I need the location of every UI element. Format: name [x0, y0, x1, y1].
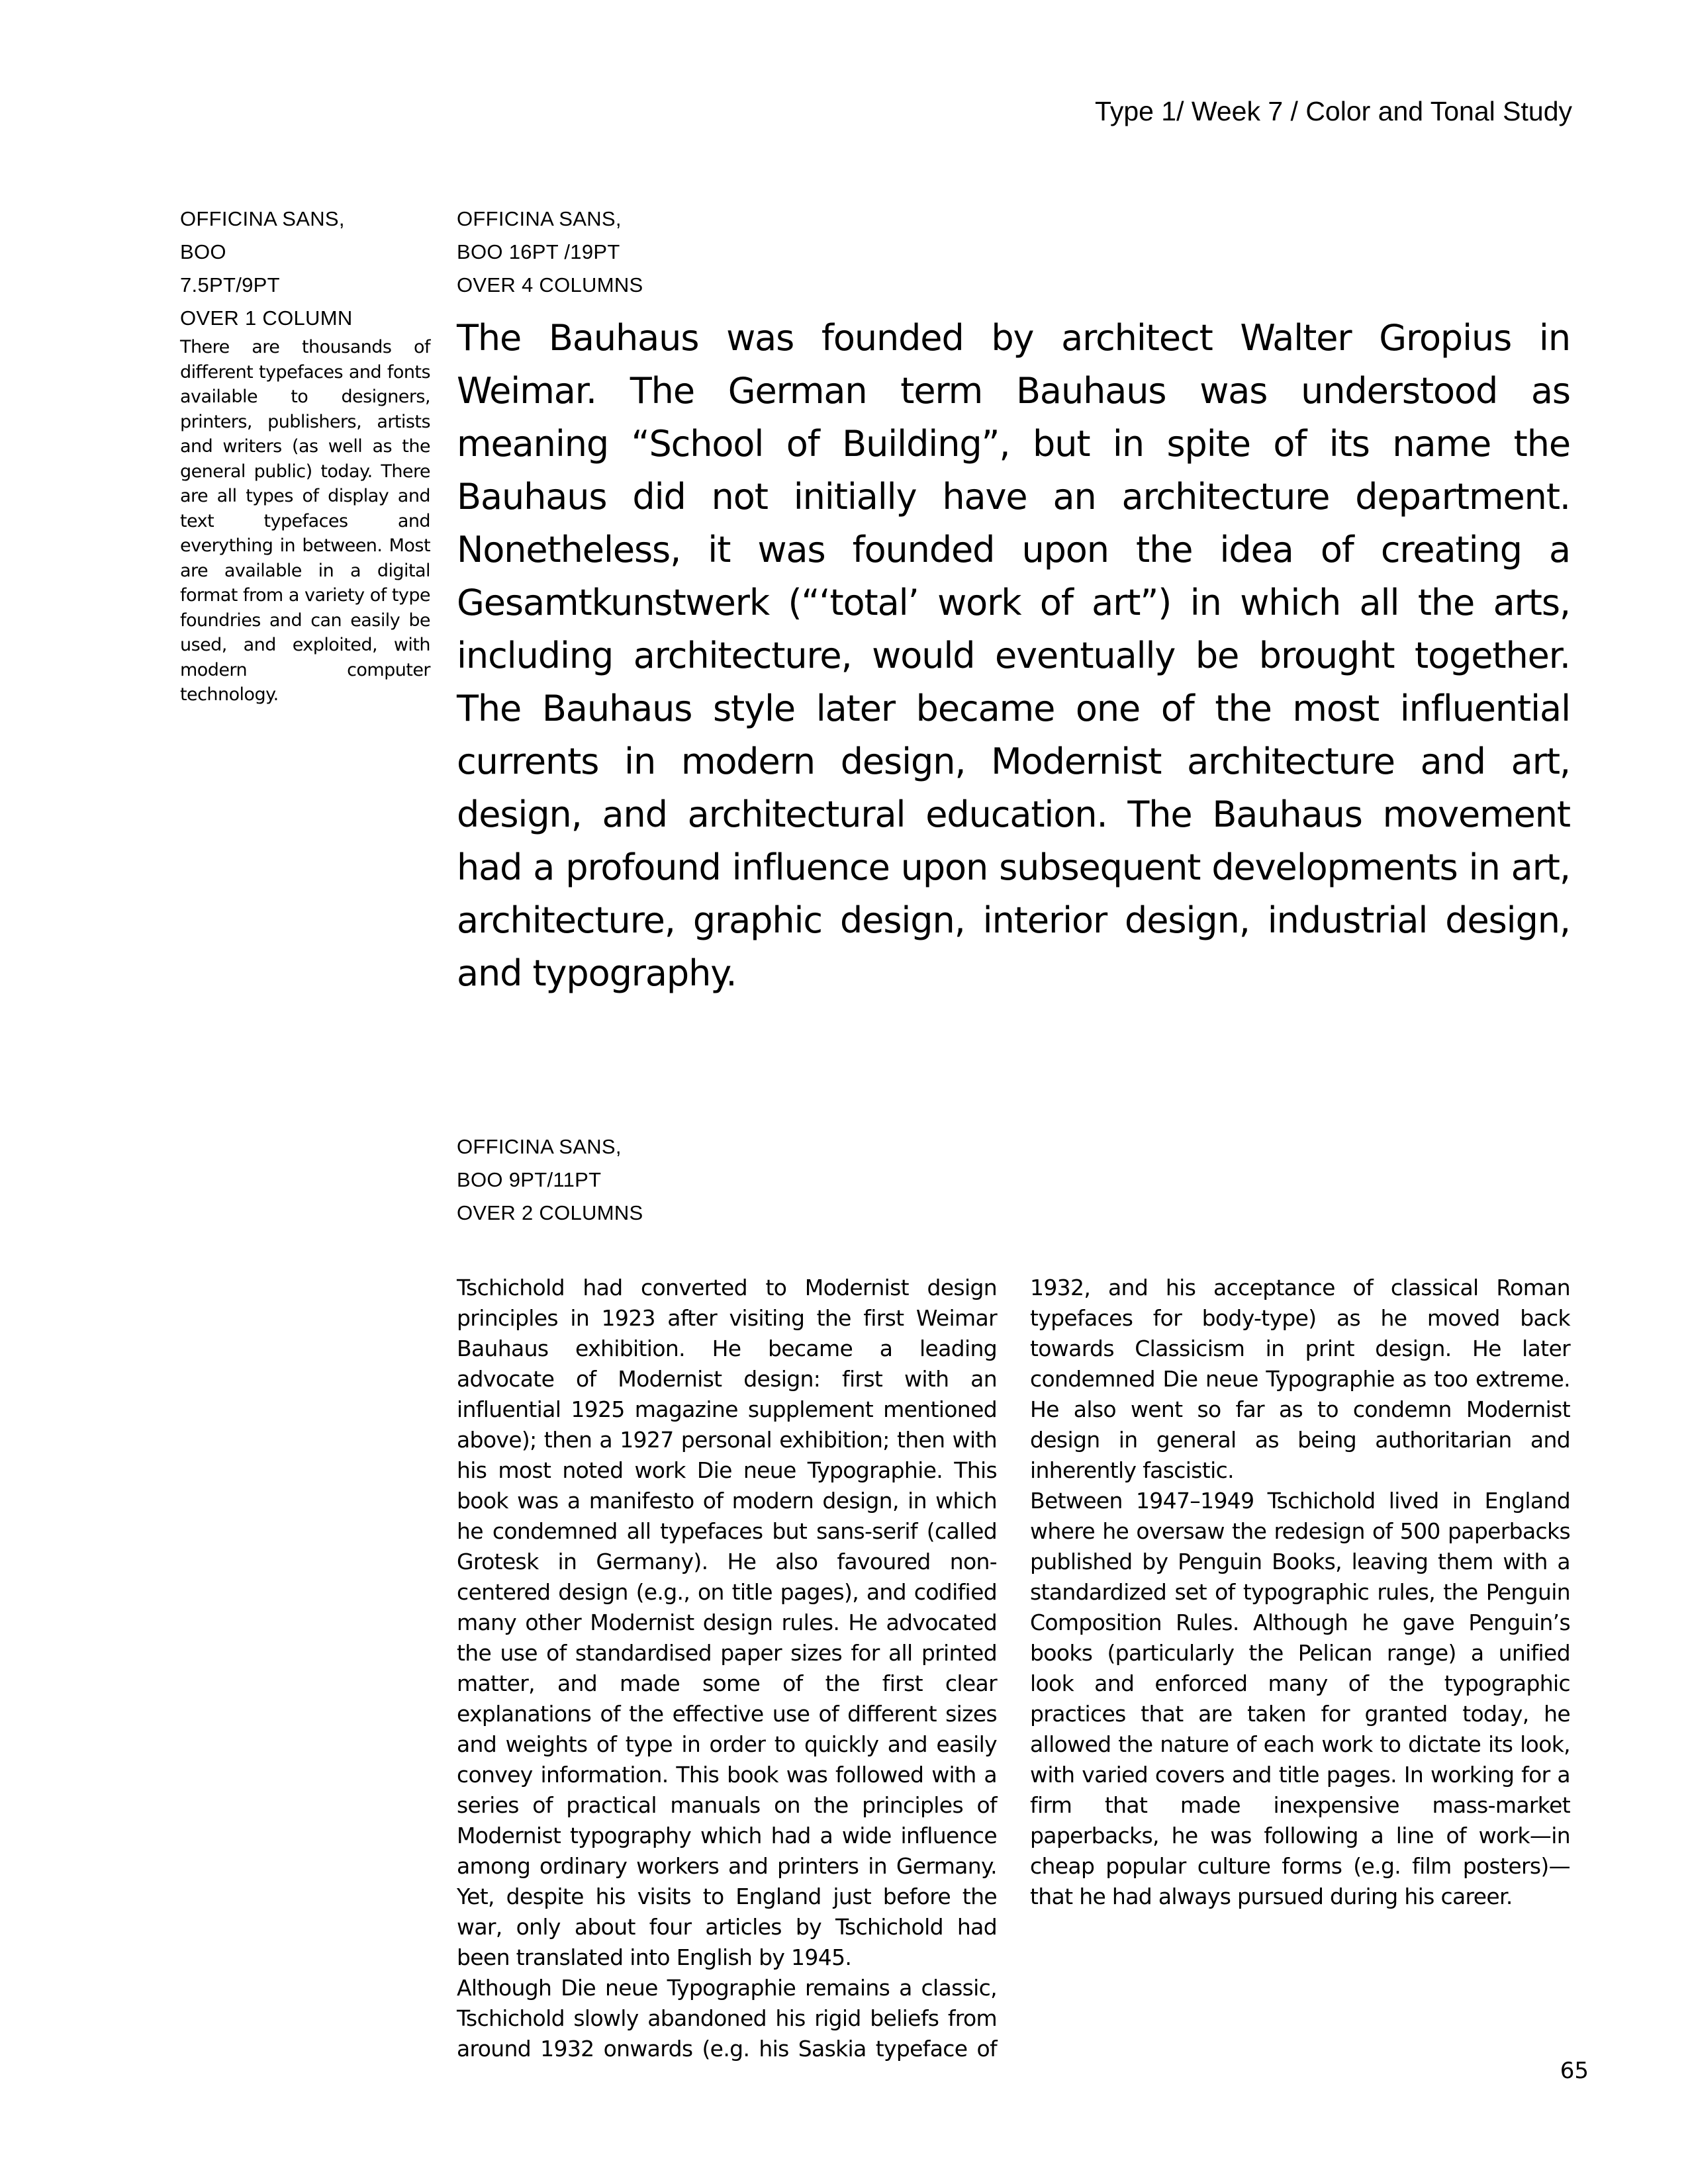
page-number: 65 — [1560, 2058, 1589, 2084]
sample3-spec-label-line2: BOO 9PT/11PT — [457, 1168, 602, 1191]
sample1-spec-label — [180, 203, 353, 335]
sample2-spec-label-line1: OFFICINA SANS, — [457, 207, 622, 230]
sample1-one-column-text: There are thousands of different typefaces and fonts available to designers, printers, publishers, artists and writers (as well as the general public) today. There are all types of display and text typefaces and everything in between. Most are available in a digital format from a variety of type foundries and can easily be used, and exploited, with modern computer technology. — [180, 337, 430, 705]
sample3-paragraph-1: Tschichold had converted to Modernist design principles in 1923 after visiting the first Weimar Bauhaus exhibition. He became a leading advocate of Modernist design: first with an influential 1925 magazine supplement mentioned above); then a 1927 personal exhibition; then with his most noted work Die neue Typographie. This book was a manifesto of modern design, in which he condemned all typefaces but sans-serif (called Grotesk in Germany). He also favoured non-centered design (e.g., on title pages), and codified many other Modernist design rules. He advocated the use of standardised paper sizes for all printed matter, and made some of the first clear explanations of the effective use of different sizes and weights of type in order to quickly and easily convey information. This book was followed with a series of practical manuals on the principles of Modernist typography which had a wide influence among ordinary workers and printers in Germany. Yet, despite his visits to England just before the war, only about four articles by Tschichold had been translated into English by 1945. — [457, 1275, 997, 1970]
running-header: Type 1/ Week 7 / Color and Tonal Study — [1095, 96, 1572, 126]
sample3-two-column-text — [457, 1273, 1570, 2071]
sample2-four-column-text: The Bauhaus was founded by architect Walter Gropius in Weimar. The German term Bauhaus was understood as meaning “School of Building”, but in spite of its name the Bauhaus did not initially have an architecture department. Nonetheless, it was founded upon the idea of creating a Gesamtkunstwerk (“‘total’ work of art”) in which all the arts, including architecture, would eventually be brought together. The Bauhaus style later became one of the most influential currents in modern design, Modernist architecture and art, design, and architectural education. The Bauhaus movement had a profound influence upon subsequent developments in art, architecture, graphic design, interior design, industrial design, and typography. — [457, 317, 1570, 994]
sample1-spec-label-line1: OFFICINA SANS, — [180, 207, 345, 230]
sample3-spec-label-line3: OVER 2 COLUMNS — [457, 1201, 643, 1224]
sample1-spec-label-line2: BOO — [180, 240, 226, 263]
sample1-spec-label-line4: OVER 1 COLUMN — [180, 306, 353, 330]
sample2-spec-label-line3: OVER 4 COLUMNS — [457, 273, 643, 296]
sample3-paragraph-2: Although Die neue Typographie remains a classic, Tschichold slowly abandoned his rigid beliefs from around 1932 onwards (e.g. his Saskia typeface of 1932, and his acceptance of classical Roman typefaces for body-type) as he moved back towards Classicism in print design. He later condemned Die neue Typographie as too extreme. He also went so far as to condemn Modernist design in general as being authoritarian and inherently fascistic. — [457, 1275, 1570, 2062]
sample3-spec-label — [457, 1130, 643, 1230]
sample3-spec-label-line1: OFFICINA SANS, — [457, 1135, 622, 1158]
sample2-spec-label — [457, 203, 643, 302]
sample2-spec-label-line2: BOO 16PT /19PT — [457, 240, 620, 263]
sample3-paragraph-3: Between 1947–1949 Tschichold lived in England where he oversaw the redesign of 500 paperbacks published by Penguin Books, leaving them with a standardized set of typographic rules, the Penguin Composition Rules. Although he gave Penguin’s books (particularly the Pelican range) a unified look and enforced many of the typographic practices that are taken for granted today, he allowed the nature of each work to dictate its look, with varied covers and title pages. In working for a firm that made inexpensive mass-market paperbacks, he was following a line of work—in cheap popular culture forms (e.g. film posters)—that he had always pursued during his career. — [1030, 1488, 1570, 1909]
sample1-spec-label-line3: 7.5PT/9PT — [180, 273, 280, 296]
